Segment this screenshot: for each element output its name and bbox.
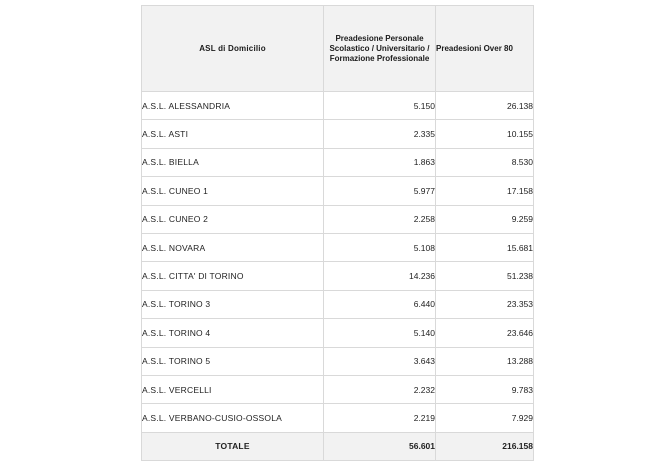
cell-asl-name: A.S.L. ASTI [142, 120, 324, 148]
cell-over80: 17.158 [436, 177, 534, 205]
table-container [141, 5, 533, 461]
cell-total-over80: 216.158 [436, 432, 534, 460]
cell-asl-name: A.S.L. TORINO 4 [142, 319, 324, 347]
cell-over80: 51.238 [436, 262, 534, 290]
column-header-over80-label: Preadesioni Over 80 [436, 43, 513, 53]
table-row [142, 92, 534, 120]
cell-over80: 10.155 [436, 120, 534, 148]
column-header-scolastico [324, 6, 436, 92]
table-row [142, 177, 534, 205]
cell-over80: 26.138 [436, 92, 534, 120]
cell-scolastico: 1.863 [324, 148, 436, 176]
cell-scolastico: 2.219 [324, 404, 436, 432]
cell-asl-name: A.S.L. VERBANO-CUSIO-OSSOLA [142, 404, 324, 432]
table-body [142, 92, 534, 461]
cell-asl-name: A.S.L. CUNEO 1 [142, 177, 324, 205]
table-total-row [142, 432, 534, 460]
cell-asl-name: A.S.L. NOVARA [142, 233, 324, 261]
column-header-scolastico-label: Preadesione Personale Scolastico / Universitario / Formazione Professionale [329, 33, 430, 63]
table-header [142, 6, 534, 92]
table-row [142, 205, 534, 233]
cell-over80: 9.259 [436, 205, 534, 233]
table-row [142, 290, 534, 318]
cell-scolastico: 5.150 [324, 92, 436, 120]
table-row [142, 375, 534, 403]
cell-over80: 13.288 [436, 347, 534, 375]
cell-asl-name: A.S.L. VERCELLI [142, 375, 324, 403]
cell-over80: 15.681 [436, 233, 534, 261]
table-row [142, 120, 534, 148]
cell-scolastico: 5.977 [324, 177, 436, 205]
cell-over80: 9.783 [436, 375, 534, 403]
table-row [142, 319, 534, 347]
cell-asl-name: A.S.L. CITTA' DI TORINO [142, 262, 324, 290]
cell-asl-name: A.S.L. TORINO 3 [142, 290, 324, 318]
cell-scolastico: 14.236 [324, 262, 436, 290]
cell-scolastico: 2.335 [324, 120, 436, 148]
cell-scolastico: 3.643 [324, 347, 436, 375]
cell-total-label: TOTALE [142, 432, 324, 460]
cell-asl-name: A.S.L. BIELLA [142, 148, 324, 176]
cell-asl-name: A.S.L. TORINO 5 [142, 347, 324, 375]
cell-over80: 23.646 [436, 319, 534, 347]
cell-over80: 8.530 [436, 148, 534, 176]
header-row [142, 6, 534, 92]
cell-scolastico: 6.440 [324, 290, 436, 318]
cell-asl-name: A.S.L. ALESSANDRIA [142, 92, 324, 120]
cell-over80: 23.353 [436, 290, 534, 318]
table-row [142, 233, 534, 261]
column-header-asl [142, 6, 324, 92]
cell-over80: 7.929 [436, 404, 534, 432]
table-row [142, 347, 534, 375]
cell-scolastico: 5.108 [324, 233, 436, 261]
table-row [142, 262, 534, 290]
preadesioni-table [141, 5, 534, 461]
cell-scolastico: 5.140 [324, 319, 436, 347]
cell-scolastico: 2.258 [324, 205, 436, 233]
column-header-over80 [436, 6, 534, 92]
cell-scolastico: 2.232 [324, 375, 436, 403]
cell-asl-name: A.S.L. CUNEO 2 [142, 205, 324, 233]
column-header-asl-label: ASL di Domicilio [199, 43, 266, 53]
cell-total-scolastico: 56.601 [324, 432, 436, 460]
table-row [142, 148, 534, 176]
